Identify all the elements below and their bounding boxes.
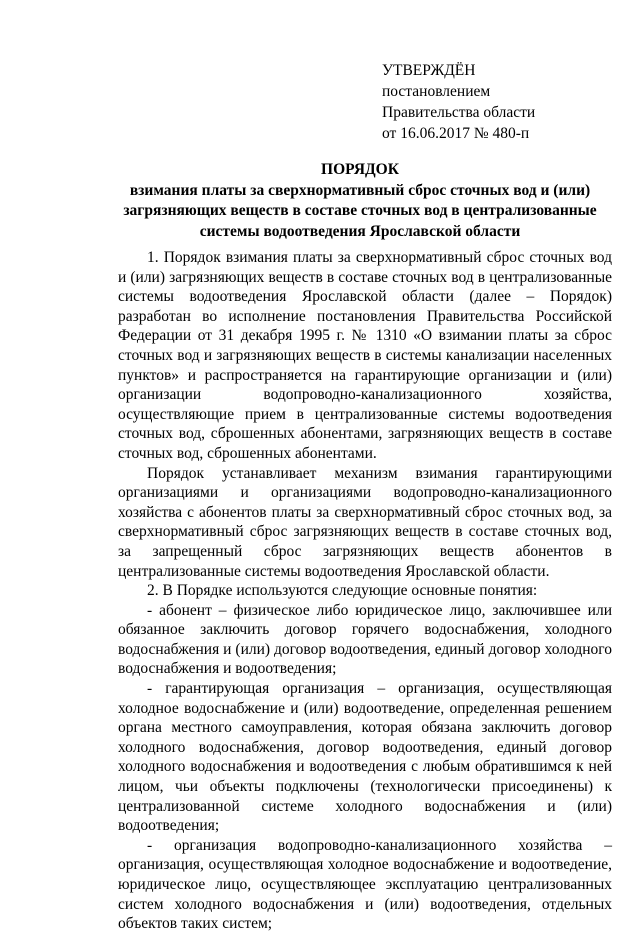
approval-line: Правительства области (382, 104, 536, 121)
definition-item: - абонент – физическое либо юридическое лицо, заключившее или обязанное заключить договор горячего водоснабжения, холодного водоснабжения и (или) договор водоотведения, единый договор холодного водоснабжения и водоотведения; (118, 601, 612, 678)
document-body (118, 248, 612, 934)
approval-line: постановлением (382, 83, 491, 100)
approval-heading: УТВЕРЖДЁН (382, 62, 476, 79)
title-subheading: системы водоотведения Ярославской области (199, 222, 521, 240)
title-subheading: взимания платы за сверхнормативный сброс сточных вод и (или) (129, 181, 591, 199)
title-subheading: загрязняющих веществ в составе сточных вод в централизованные (123, 202, 597, 219)
approval-date-number: от 16.06.2017 № 480-п (382, 125, 530, 142)
paragraph: 2. В Порядке используются следующие основные понятия: (147, 582, 538, 600)
approval-stamp (382, 60, 535, 144)
definition-item: - гарантирующая организация – организация, осуществляющая холодное водоснабжение и (или) водоотведение, определенная решением органа местного самоуправления, которая обязана заключить договор холодного водоснабжения, договор водоотведения, единый договор холодного водоснабжения и водоотведения с любым обратившимся к ней лицом, чьи объекты подключены (технологически присоединены) к централизованной системе холодного водоснабжения и (или) водоотведения; (118, 680, 612, 835)
title-heading: ПОРЯДОК (321, 161, 399, 178)
document-title (100, 160, 620, 242)
paragraph: 1. Порядок взимания платы за сверхнормативный сброс сточных вод и (или) загрязняющих веществ в составе сточных вод в централизованные системы водоотведения Ярославской области (далее – Порядок) разработан во исполнение постановления Правительства Российской Федерации от 31 декабря 1995 г. № 1310 «О взимании платы за сброс сточных вод и загрязняющих веществ в системы канализации населенных пунктов» и распространяется на гарантирующие организации и (или) организации водопроводно-канализационного хозяйства, осуществляющие прием в централизованные системы водоотведения сточных вод, сброшенных абонентами, загрязняющих веществ в составе сточных вод, сброшенных абонентами. (118, 249, 612, 462)
paragraph: Порядок устанавливает механизм взимания гарантирующими организациями и организациями водопроводно-канализационного хозяйства с абонентов платы за сверхнормативный сброс сточных вод, за сверхнормативный сброс загрязняющих веществ в составе сточных вод, за запрещенный сброс загрязняющих веществ абонентов в централизованные системы водоотведения Ярославской области. (118, 464, 612, 580)
definition-item: - организация водопроводно-канализационного хозяйства – организация, осуществляющая холодное водоснабжение и водоотведение, юридическое лицо, осуществляющее эксплуатацию централизованных систем холодного водоснабжения и (или) водоотведения, отдельных объектов таких систем; (118, 836, 612, 933)
